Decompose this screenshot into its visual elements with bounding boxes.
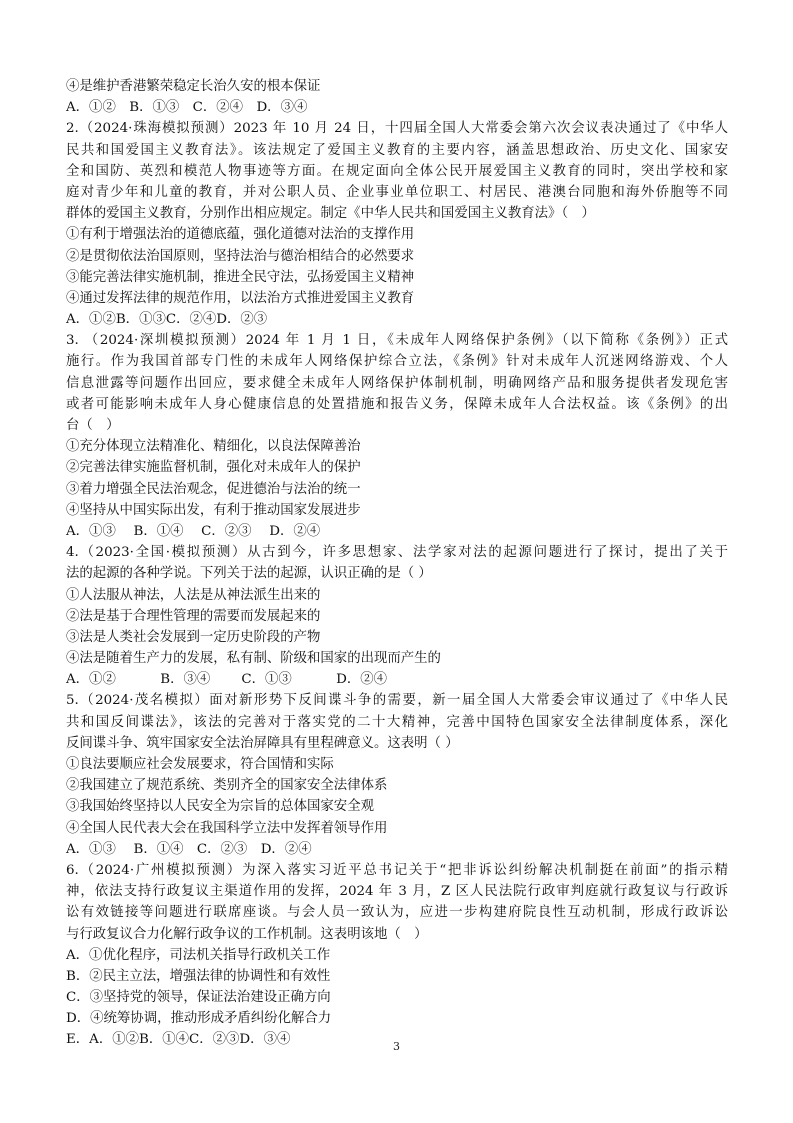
text-line: D．④统筹协调，推动形成矛盾纠纷化解合力	[66, 1011, 332, 1027]
text-line: A．①② B．①③ C．②④ D．③④	[66, 100, 308, 116]
text-line: E．A．①②B．①④C．②③D．③④	[66, 1032, 291, 1048]
text-line: ④全国人民代表大会在我国科学立法中发挥着领导作用	[66, 820, 388, 836]
text-line: ④通过发挥法律的规范作用，以法治方式推进爱国主义教育	[66, 290, 415, 306]
text-line: ③法是人类社会发展到一定历史阶段的产物	[66, 629, 321, 645]
text-line: 或者可能影响未成年人身心健康信息的处置措施和报告义务，保障未成年人合法权益。该《条例》的出	[66, 396, 728, 412]
text-line: 民共和国爱国主义教育法》。该法规定了爱国主义教育的主要内容，涵盖思想政治、历史文化、国家安	[66, 142, 728, 158]
text-line: 讼有效链接等问题进行联席座谈。与会人员一致认为，应进一步构建府院良性互动机制，形成行政诉讼	[66, 905, 728, 921]
text-line: ④是维护香港繁荣稳定长治久安的根本保证	[66, 79, 321, 94]
text-line: 2.（2024·珠海模拟预测）2023 年 10 月 24 日，十四届全国人大常委会第六次会议表决通过了《中华人	[66, 121, 728, 137]
text-line: 法的起源的各种学说。下列关于法的起源，认识正确的是（ ）	[66, 566, 432, 582]
text-line: 施行。作为我国首部专门性的未成年人网络保护综合立法，《条例》针对未成年人沉迷网络游戏、个人	[66, 354, 728, 370]
text-line: ①人法服从神法，人法是从神法派生出来的	[66, 587, 321, 603]
text-line: 信息泄露等问题作出回应，要求健全未成年人网络保护体制机制，明确网络产品和服务提供者发现危害	[66, 375, 728, 391]
page-number: 3	[393, 1040, 400, 1053]
text-line: ②是贯彻依法治国原则，坚持法治与德治相结合的必然要求	[66, 248, 415, 264]
text-line: ④法是随着生产力的发展，私有制、阶级和国家的出现而产生的	[66, 651, 441, 667]
text-line: ①有利于增强法治的道德底蕴，强化道德对法治的支撑作用	[66, 227, 415, 243]
text-line: 与行政复议合力化解行政争议的工作机制。这表明该地（ ）	[66, 926, 428, 942]
text-line: 5.（2024·茂名模拟）面对新形势下反间谍斗争的需要，新一届全国人大常委会审议通过了《中华人民	[66, 693, 728, 709]
text-line: ②完善法律实施监督机制，强化对未成年人的保护	[66, 460, 361, 476]
text-line: ③着力增强全民法治观念，促进德治与法治的统一	[66, 481, 361, 497]
document-body	[66, 76, 728, 1051]
text-line: ②我国建立了规范系统、类别齐全的国家安全法律体系	[66, 778, 388, 794]
text-line: ③能完善法律实施机制，推进全民守法，弘扬爱国主义精神	[66, 269, 415, 285]
text-line: 6.（2024·广州模拟预测）为深入落实习近平总书记关于“把非诉讼纠纷解决机制挺在前面”的指示精	[66, 862, 728, 878]
text-line: A．①②B．①③C．②④D．②③	[66, 312, 268, 328]
text-line: ①充分体现立法精准化、精细化，以良法保障善治	[66, 439, 361, 455]
text-line: 神，依法支持行政复议主渠道作用的发挥，2024 年 3 月，Z 区人民法院行政审判庭就行政复议与行政诉	[66, 884, 728, 900]
text-line: A．①② B．③④ C．①③ D．②④	[66, 672, 388, 688]
text-line: C．③坚持党的领导，保证法治建设正确方向	[66, 990, 331, 1006]
text-line: ②法是基于合理性管理的需要而发展起来的	[66, 608, 321, 624]
text-line: ①良法要顺应社会发展要求，符合国情和实际	[66, 757, 334, 772]
text-line: 反间谍斗争、筑牢国家安全法治屏障具有里程碑意义。这表明（ ）	[66, 735, 459, 751]
text-line: 庭对青少年和儿童的教育，并对公职人员、企业事业单位职工、村居民、港澳台同胞和海外侨胞等不同	[66, 184, 728, 200]
text-line: 群体的爱国主义教育，分别作出相应规定。制定《中华人民共和国爱国主义教育法》（ ）	[66, 206, 595, 222]
text-line: 3. （2024·深圳模拟预测）2024 年 1 月 1 日，《未成年人网络保护条例》（以下简称《条例》）正式	[66, 333, 728, 349]
text-line: A．①③ B．①④ C．②③ D．②④	[66, 841, 312, 857]
text-line: ④坚持从中国实际出发，有利于推动国家发展进步	[66, 502, 361, 518]
text-line: 全和国防、英烈和模范人物事迹等方面。在规定面向全体公民开展爱国主义教育的同时，突出学校和家	[66, 163, 728, 179]
text-line: A．①③ B．①④ C．②③ D．②④	[66, 523, 321, 539]
text-line: 台（ ）	[66, 418, 120, 433]
text-line: ③我国始终坚持以人民安全为宗旨的总体国家安全观	[66, 799, 374, 815]
text-line: 共和国反间谍法》，该法的完善对于落实党的二十大精神，完善中国特色国家安全法律制度体系，深化	[66, 714, 728, 730]
text-line: 4.（2023·全国·模拟预测）从古到今，许多思想家、法学家对法的起源问题进行了探讨，提出了关于	[66, 545, 728, 561]
text-line: A．①优化程序，司法机关指导行政机关工作	[66, 947, 331, 963]
text-line: B．②民主立法，增强法律的协调性和有效性	[66, 968, 331, 984]
